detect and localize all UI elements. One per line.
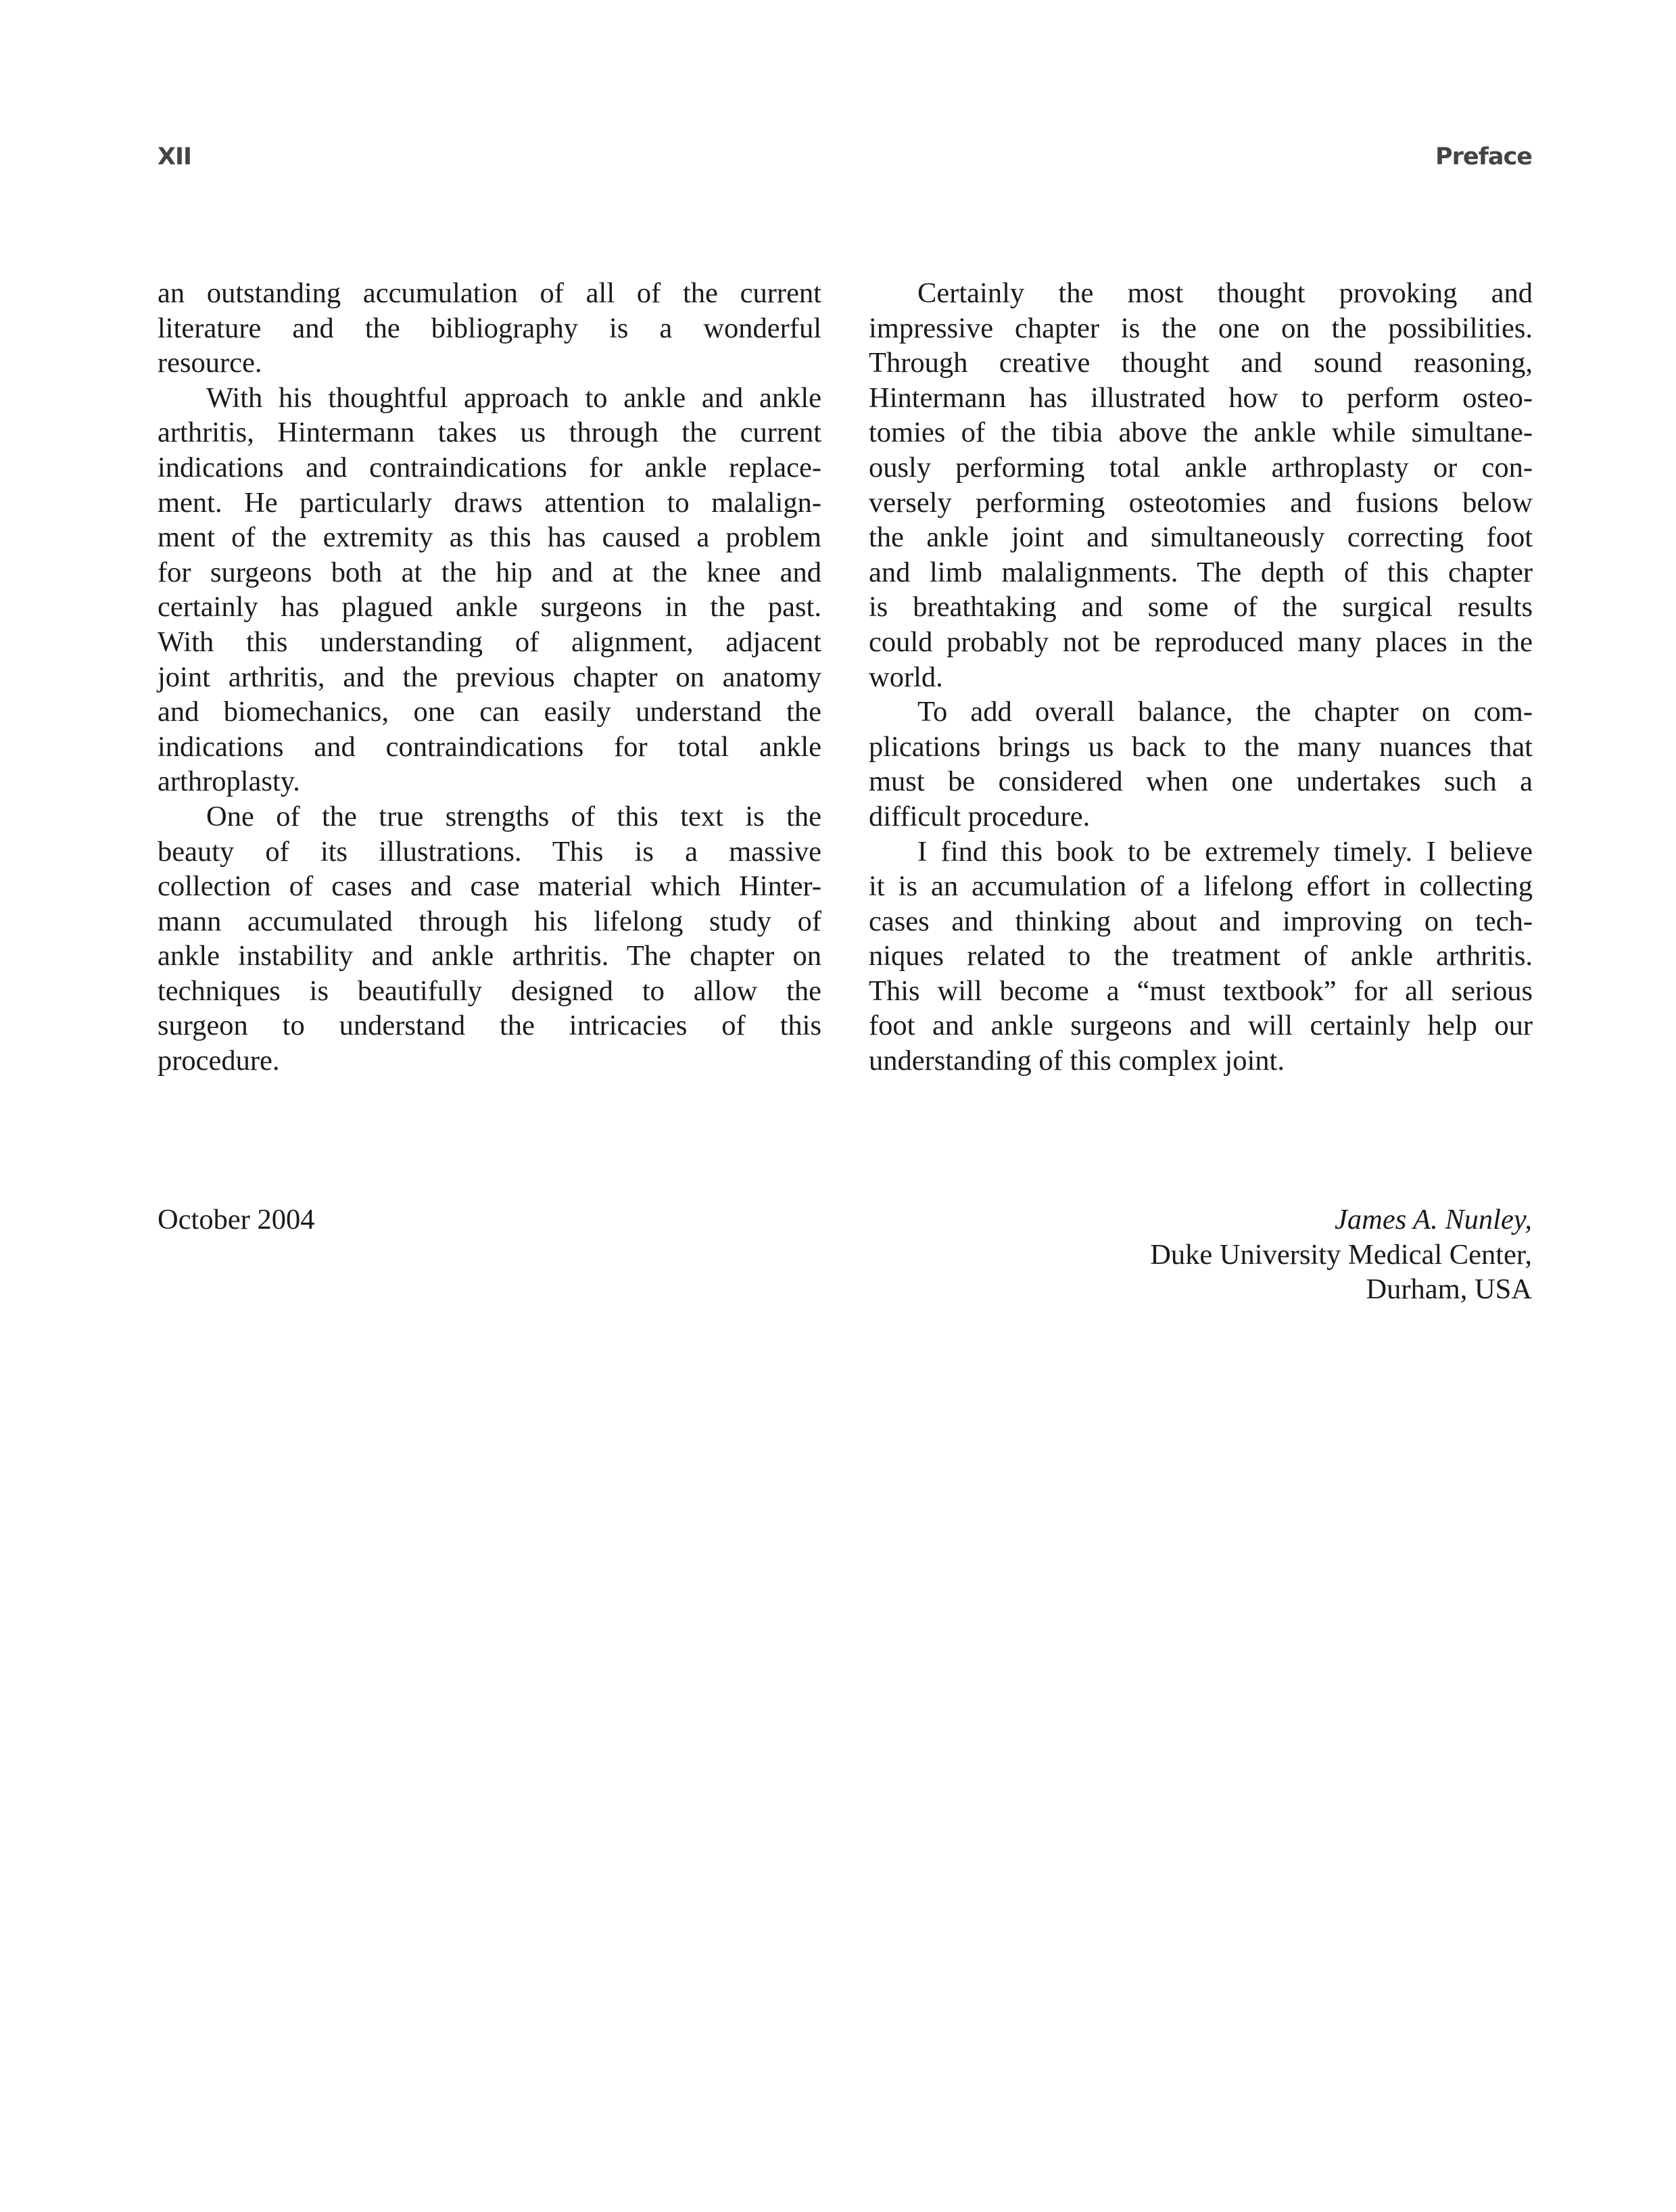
text-line: ment. He particularly draws attention to malalign-	[158, 486, 821, 519]
text-line: cases and thinking about and improving on tech-	[869, 905, 1533, 937]
text-line: certainly has plagued ankle surgeons in the past.	[158, 591, 821, 623]
text-line: resource.	[158, 347, 262, 379]
text-column-right	[869, 276, 1533, 1079]
text-line: indications and contraindications for total ankle	[158, 730, 821, 763]
text-line: versely performing osteotomies and fusions below	[869, 486, 1533, 519]
author-affiliation: Duke University Medical Center,	[1150, 1238, 1532, 1271]
text-line: must be considered when one undertakes such a	[869, 766, 1533, 798]
text-line: literature and the bibliography is a wonderful	[158, 312, 821, 344]
page-number: XII	[158, 143, 192, 170]
text-column-left	[158, 276, 821, 1079]
text-line: ously performing total ankle arthroplasty or con-	[869, 451, 1533, 484]
text-line: plications brings us back to the many nuances that	[869, 730, 1533, 763]
text-line: Certainly the most thought provoking and	[917, 277, 1533, 309]
paragraph	[869, 276, 1533, 695]
text-line: difficult procedure.	[869, 800, 1091, 832]
text-line: To add overall balance, the chapter on com-	[917, 696, 1533, 728]
text-line: surgeon to understand the intricacies of this	[158, 1010, 821, 1042]
text-line: With this understanding of alignment, adjacent	[158, 626, 821, 658]
text-line: mann accumulated through his lifelong study of	[158, 905, 821, 937]
text-line: arthroplasty.	[158, 766, 300, 798]
text-line: understanding of this complex joint.	[869, 1045, 1285, 1077]
text-line: is breathtaking and some of the surgical results	[869, 591, 1533, 623]
text-line: world.	[869, 661, 943, 693]
text-line: Hintermann has illustrated how to perform osteo-	[869, 381, 1533, 414]
text-line: impressive chapter is the one on the possibilities.	[869, 312, 1533, 344]
paragraph	[869, 695, 1533, 834]
text-line: arthritis, Hintermann takes us through the current	[158, 417, 821, 449]
text-line: One of the true strengths of this text is the	[206, 800, 821, 832]
text-line: foot and ankle surgeons and will certainly help our	[869, 1010, 1533, 1042]
text-line: I find this book to be extremely timely. I believe	[917, 835, 1533, 868]
running-title: Preface	[1435, 143, 1532, 170]
paragraph	[158, 799, 821, 1079]
text-line: Through creative thought and sound reasoning,	[869, 347, 1533, 379]
paragraph	[869, 834, 1533, 1079]
author-location: Durham, USA	[1366, 1273, 1532, 1306]
text-line: beauty of its illustrations. This is a massive	[158, 835, 821, 868]
paragraph	[158, 276, 821, 381]
signature-block	[1150, 1202, 1532, 1307]
text-line: an outstanding accumulation of all of the current	[158, 277, 821, 309]
text-line: procedure.	[158, 1045, 280, 1077]
text-line: niques related to the treatment of ankle arthritis.	[869, 940, 1533, 972]
paragraph	[158, 381, 821, 799]
text-line: ankle instability and ankle arthritis. The chapter on	[158, 940, 821, 972]
text-line: and biomechanics, one can easily understand the	[158, 696, 821, 728]
text-line: the ankle joint and simultaneously correcting foot	[869, 521, 1533, 554]
text-line: techniques is beautifully designed to allow the	[158, 974, 821, 1007]
text-line: tomies of the tibia above the ankle while simultane-	[869, 417, 1533, 449]
text-line: With his thoughtful approach to ankle and ankle	[206, 381, 821, 414]
text-line: and limb malalignments. The depth of this chapter	[869, 556, 1533, 588]
text-line: joint arthritis, and the previous chapter on anatomy	[158, 661, 821, 693]
text-line: indications and contraindications for ankle replace-	[158, 451, 821, 484]
text-line: could probably not be reproduced many places in the	[869, 626, 1533, 658]
text-line: This will become a “must textbook” for all serious	[869, 974, 1533, 1007]
text-line: collection of cases and case material which Hinter-	[158, 870, 821, 903]
preface-date: October 2004	[158, 1204, 315, 1236]
text-line: it is an accumulation of a lifelong effort in collecting	[869, 870, 1533, 903]
author-name: James A. Nunley,	[1335, 1204, 1532, 1236]
text-line: ment of the extremity as this has caused a problem	[158, 521, 821, 554]
text-line: for surgeons both at the hip and at the knee and	[158, 556, 821, 588]
